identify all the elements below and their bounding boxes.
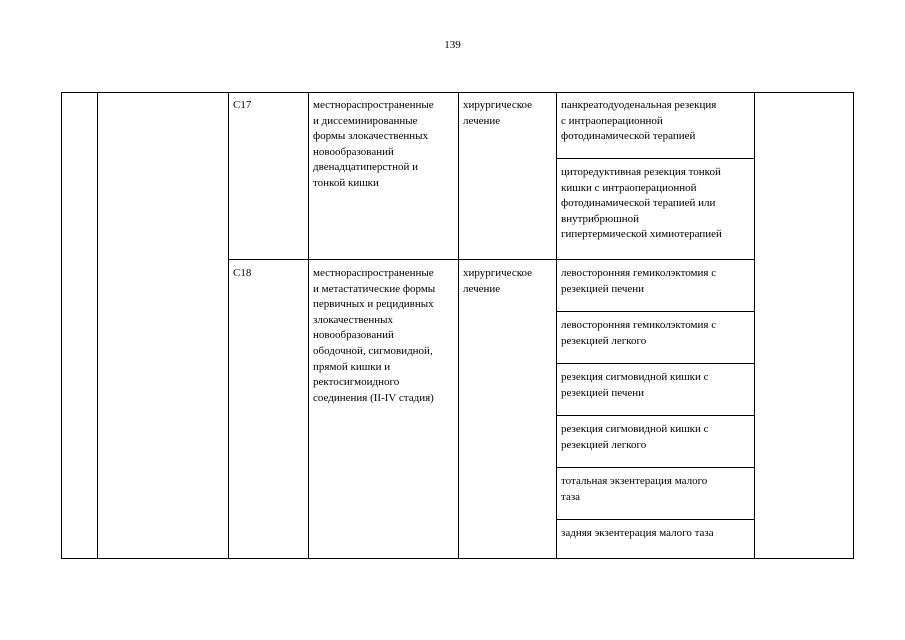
- row-divider: [556, 158, 754, 159]
- column-divider: [228, 93, 229, 558]
- row-divider: [556, 519, 754, 520]
- icd-code: C17: [233, 99, 252, 111]
- medical-procedures-table: [61, 92, 854, 559]
- row-divider: [556, 415, 754, 416]
- treatment-type: хирургическое лечение: [463, 99, 533, 127]
- column-divider: [754, 93, 755, 558]
- column-divider: [556, 93, 557, 558]
- row-divider: [556, 363, 754, 364]
- row-divider: [556, 311, 754, 312]
- treatment-method: резекция сигмовидной кишки с резекцией печени: [561, 371, 709, 399]
- column-divider: [97, 93, 98, 558]
- treatment-method: левосторонняя гемиколэктомия с резекцией легкого: [561, 319, 717, 347]
- treatment-method: циторедуктивная резекция тонкой кишки с интраоперационной фотодинамической терапией или внутрибрюшной гипертермической химиотерапией: [561, 166, 722, 241]
- disease-description: местнораспространенные и метастатические формы первичных и рецидивных злокачественных новообразований ободочной, сигмовидной, прямой кишки и ректосигмоидного соединения (II-IV стадия): [313, 267, 436, 404]
- icd-code: C18: [233, 267, 252, 279]
- treatment-method: левосторонняя гемиколэктомия с резекцией печени: [561, 267, 717, 295]
- treatment-method: задняя экзентерация малого таза: [561, 527, 714, 539]
- disease-description: местнораспространенные и диссеминированные формы злокачественных новообразований двенадцатиперстной и тонкой кишки: [313, 99, 434, 189]
- column-divider: [458, 93, 459, 558]
- treatment-method: тотальная экзентерация малого таза: [561, 475, 708, 503]
- treatment-method: резекция сигмовидной кишки с резекцией легкого: [561, 423, 709, 451]
- page-number: 139: [444, 39, 461, 51]
- row-divider: [556, 467, 754, 468]
- treatment-method: панкреатодуоденальная резекция с интраоперационной фотодинамической терапией: [561, 99, 717, 143]
- group-divider: [228, 259, 754, 260]
- column-divider: [308, 93, 309, 558]
- treatment-type: хирургическое лечение: [463, 267, 533, 295]
